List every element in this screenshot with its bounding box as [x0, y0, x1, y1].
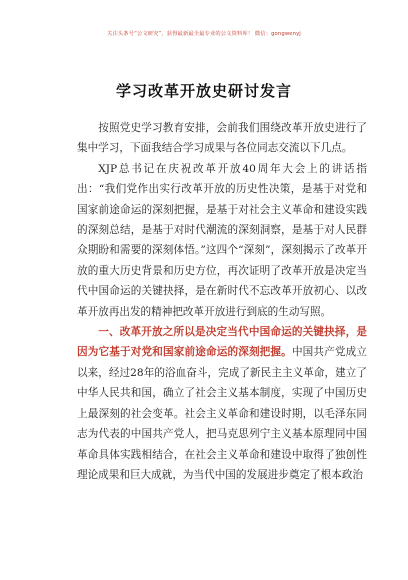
paragraph-quote [77, 159, 367, 322]
paragraph-text: XJP总书记在庆祝改革开放40周年大会上的讲话指出：“我们党作出实行改革开放的历史性决策，是基于对党和国家前途命运的深刻把握，是基于对社会主义革命和建设实践的深刻总结，是基于对时代潮流的深刻洞察，是基于对人民群众期盼和需要的深刻体悟。”这四个“深刻”，深刻揭示了改革开放的重大历史背景和历史方位，再次证明了改革开放是决定当代中国命运的关键抉择，是在新时代不忘改革开放初心、以改革开放再出发的精神把改革开放进行到底的生动写照。 [77, 162, 367, 318]
page-title: 学习改革开放史研讨发言 [115, 82, 292, 100]
section-heading: 一、改革开放之所以是决定当代中国命运的关键抉择，是因为它基于对党和国家前途命运的深刻把握。 [77, 326, 367, 359]
paragraph-section-1 [77, 322, 367, 485]
paragraph-text: 按照党史学习教育安排，会前我们围绕改革开放史进行了集中学习，下面我结合学习成果与各位同志交流以下几点。 [77, 122, 367, 155]
paragraph-intro [77, 118, 367, 159]
document-body [77, 118, 367, 485]
paragraph-text: 中国共产党成立以来，经过28年的浴血奋斗，完成了新民主主义革命，建立了中华人民共和国，确立了社会主义基本制度，实现了中国历史上最深刻的社会变革。社会主义革命和建设时期，以毛泽东同志为代表的中国共产党人，把马克思列宁主义基本原理同中国革命具体实践相结合，在社会主义革命和建设中取得了独创性理论成果和巨大成就，为当代中国的发展进步奠定了根本政治 [77, 346, 368, 481]
header-note: 关注头条号“公文研究”，获得最新最全最专业的公文资料库！ 微信：gongwenyj [107, 31, 301, 37]
